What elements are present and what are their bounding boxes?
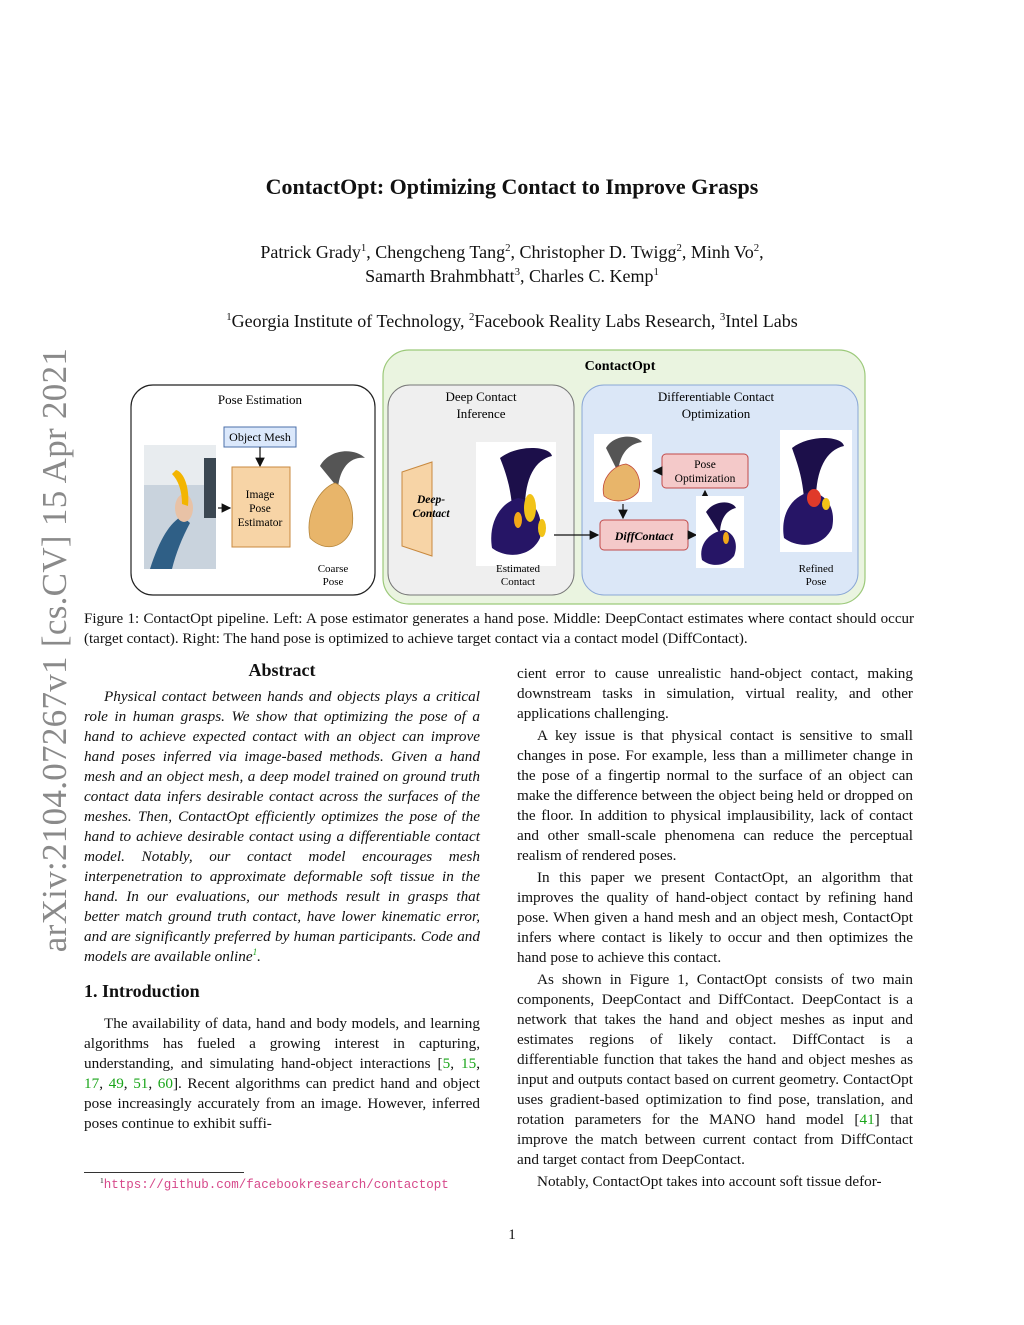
- author: Samarth Brahmbhatt: [365, 266, 515, 286]
- body-text: As shown in Figure 1, ContactOpt consists of two main components, DeepContact and DiffContact. DeepContact is a network that takes the hand and object meshes as input and estimates regions of likely contact. DiffContact is a differentiable function that takes the hand and object meshes as input and outputs contact based on current geometry. ContactOpt uses gradient-based optimization to find pose, translation, and rotation parameters for the MANO hand model [: [517, 971, 913, 1128]
- affil-mark: 3: [719, 311, 726, 323]
- left-column: [84, 660, 480, 1134]
- body-paragraph: Notably, ContactOpt takes into account soft tissue defor-: [537, 1173, 882, 1190]
- diff-opt-title-line1: Differentiable Contact: [657, 389, 775, 404]
- body-text: ] that improve the match between current contact from DiffContact and target contact from DeepContact.: [517, 1111, 913, 1168]
- author: , Minh Vo: [681, 242, 754, 262]
- page-number: 1: [508, 1227, 516, 1243]
- estimator-label-line2: Pose: [249, 503, 271, 515]
- estimator-label-line3: Estimator: [237, 517, 283, 529]
- affiliations: [0, 311, 1024, 332]
- citation-link[interactable]: 60: [157, 1075, 173, 1092]
- object-mesh-label: Object Mesh: [229, 430, 291, 444]
- author-affil-mark: 2: [676, 242, 682, 254]
- citation-sep: ,: [450, 1055, 462, 1072]
- refined-pose-label-line1: Refined: [798, 563, 834, 575]
- author-affil-mark: 2: [505, 242, 511, 254]
- abstract-end: .: [257, 948, 261, 965]
- citation-sep: ,: [476, 1055, 481, 1072]
- estimator-label-line1: Image: [245, 489, 275, 501]
- author-affil-mark: 2: [753, 242, 760, 254]
- refined-pose-label-line2: Pose: [805, 576, 827, 588]
- body-paragraph: In this paper we present ContactOpt, an algorithm that improves the quality of hand-object contact by refining hand pose. When given a hand mesh and an object mesh, ContactOpt infers where contact is likely to occur and then optimizes the hand pose to achieve this contact.: [517, 869, 913, 966]
- body-paragraph: A key issue is that physical contact is sensitive to small changes in pose. For example, less than a millimeter change in the pose of a fingertip normal to the surface of an object can make the difference between the object being held or dropped on the floor. In addition to physical implausibility, lack of contact and other small-scale phenomena can reduce the perceptual realism of rendered poses.: [517, 727, 913, 864]
- abstract-heading: Abstract: [248, 660, 316, 680]
- coarse-pose-label-line2: Pose: [322, 576, 344, 588]
- author-list: [0, 240, 1024, 288]
- section-heading: 1. Introduction: [84, 981, 200, 1001]
- author-affil-mark: 1: [653, 266, 659, 278]
- abstract-text: [84, 687, 480, 967]
- author: , Christopher D. Twigg: [510, 242, 677, 262]
- deepcontact-block-label-line2: Contact: [412, 508, 450, 520]
- author: Patrick Grady: [260, 242, 361, 262]
- citation-link[interactable]: 17: [84, 1075, 100, 1092]
- footnote-number: 1: [100, 1175, 104, 1185]
- affil-mark: 1: [226, 311, 232, 323]
- diffcontact-label: DiffContact: [614, 529, 674, 543]
- author: , Chengcheng Tang: [366, 242, 506, 262]
- citation-sep: ,: [123, 1075, 134, 1092]
- estimated-contact-label-line2: Contact: [500, 576, 536, 588]
- author-affil-mark: 1: [360, 242, 367, 254]
- intro-paragraph: [84, 1014, 480, 1134]
- coarse-pose-label-line1: Coarse: [317, 563, 349, 575]
- citation-link[interactable]: 51: [133, 1075, 149, 1092]
- intro-text: The availability of data, hand and body models, and learning algorithms has fueled a growing interest in capturing, understanding, and simulating hand-object interactions [: [84, 1015, 480, 1072]
- footnote-mark[interactable]: 1: [252, 946, 258, 957]
- footnote-rule: [84, 1172, 244, 1173]
- deepcontact-block-label-line1: Deep-: [416, 494, 446, 506]
- deep-contact-title-line1: Deep Contact: [445, 389, 517, 404]
- citation-link[interactable]: 41: [859, 1111, 875, 1128]
- arxiv-identifier: arXiv:2104.07267v1 [cs.CV] 15 Apr 2021: [35, 347, 74, 953]
- citation-link[interactable]: 5: [442, 1055, 451, 1072]
- author: , Charles C. Kemp: [519, 266, 654, 286]
- citation-sep: ,: [148, 1075, 158, 1092]
- deep-contact-title-line2: Inference: [456, 406, 506, 421]
- intro-text: ]. Recent algorithms can predict hand and object pose increasingly accurately from an image. However, inferred poses continue to exhibit suffi-: [84, 1075, 480, 1132]
- affiliation: Intel Labs: [725, 311, 798, 331]
- footnote: [100, 1177, 449, 1192]
- pose-estimation-label: Pose Estimation: [217, 392, 303, 407]
- pose-opt-label-line2: Optimization: [674, 473, 736, 485]
- pose-opt-label-line1: Pose: [694, 459, 716, 471]
- right-column: [517, 664, 913, 1192]
- abstract-body: Physical contact between hands and objects plays a critical role in human grasps. We show that optimizing the pose of a hand to achieve expected contact with an object can improve hand poses inferred via image-based methods. Given a hand mesh and an object mesh, a deep model trained on ground truth contact data infers desirable contact across the surfaces of the meshes. Then, ContactOpt efficiently optimizes the pose of the hand to achieve desirable contact using a differentiable contact model. Notably, our contact model encourages mesh interpenetration to approximate deformable soft tissue in the hand. In our evaluations, our methods result in grasps that better match ground truth contact, have lower kinematic error, and are significantly preferred by human participants. Code and models are available online: [84, 688, 480, 965]
- paper-title: ContactOpt: Optimizing Contact to Improve Grasps: [265, 174, 759, 199]
- body-paragraph: cient error to cause unrealistic hand-object contact, making downstream tasks in simulation, virtual reality, and other applications challenging.: [517, 665, 913, 722]
- affil-mark: 2: [469, 311, 475, 323]
- affiliation: Facebook Reality Labs Research,: [474, 311, 720, 331]
- figure-caption: Figure 1: ContactOpt pipeline. Left: A pose estimator generates a hand pose. Middle: DeepContact estimates where contact should occur (target contact). Right: The hand pose is optimized to achieve target contact via a contact model (DiffContact).: [84, 611, 914, 647]
- citation-link[interactable]: 49: [108, 1075, 124, 1092]
- affiliation: Georgia Institute of Technology,: [231, 311, 470, 331]
- author-affil-mark: 3: [514, 266, 520, 278]
- diff-opt-title-line2: Optimization: [681, 406, 751, 421]
- footnote-url-link[interactable]: https://github.com/facebookresearch/contactopt: [103, 1178, 449, 1192]
- author-separator: ,: [759, 242, 764, 262]
- estimated-contact-label-line1: Estimated: [496, 563, 540, 575]
- body-paragraph: [517, 970, 913, 1170]
- contactopt-group-title: ContactOpt: [584, 359, 656, 374]
- pipeline-figure: [120, 348, 880, 606]
- citation-sep: ,: [99, 1075, 109, 1092]
- citation-link[interactable]: 15: [461, 1055, 477, 1072]
